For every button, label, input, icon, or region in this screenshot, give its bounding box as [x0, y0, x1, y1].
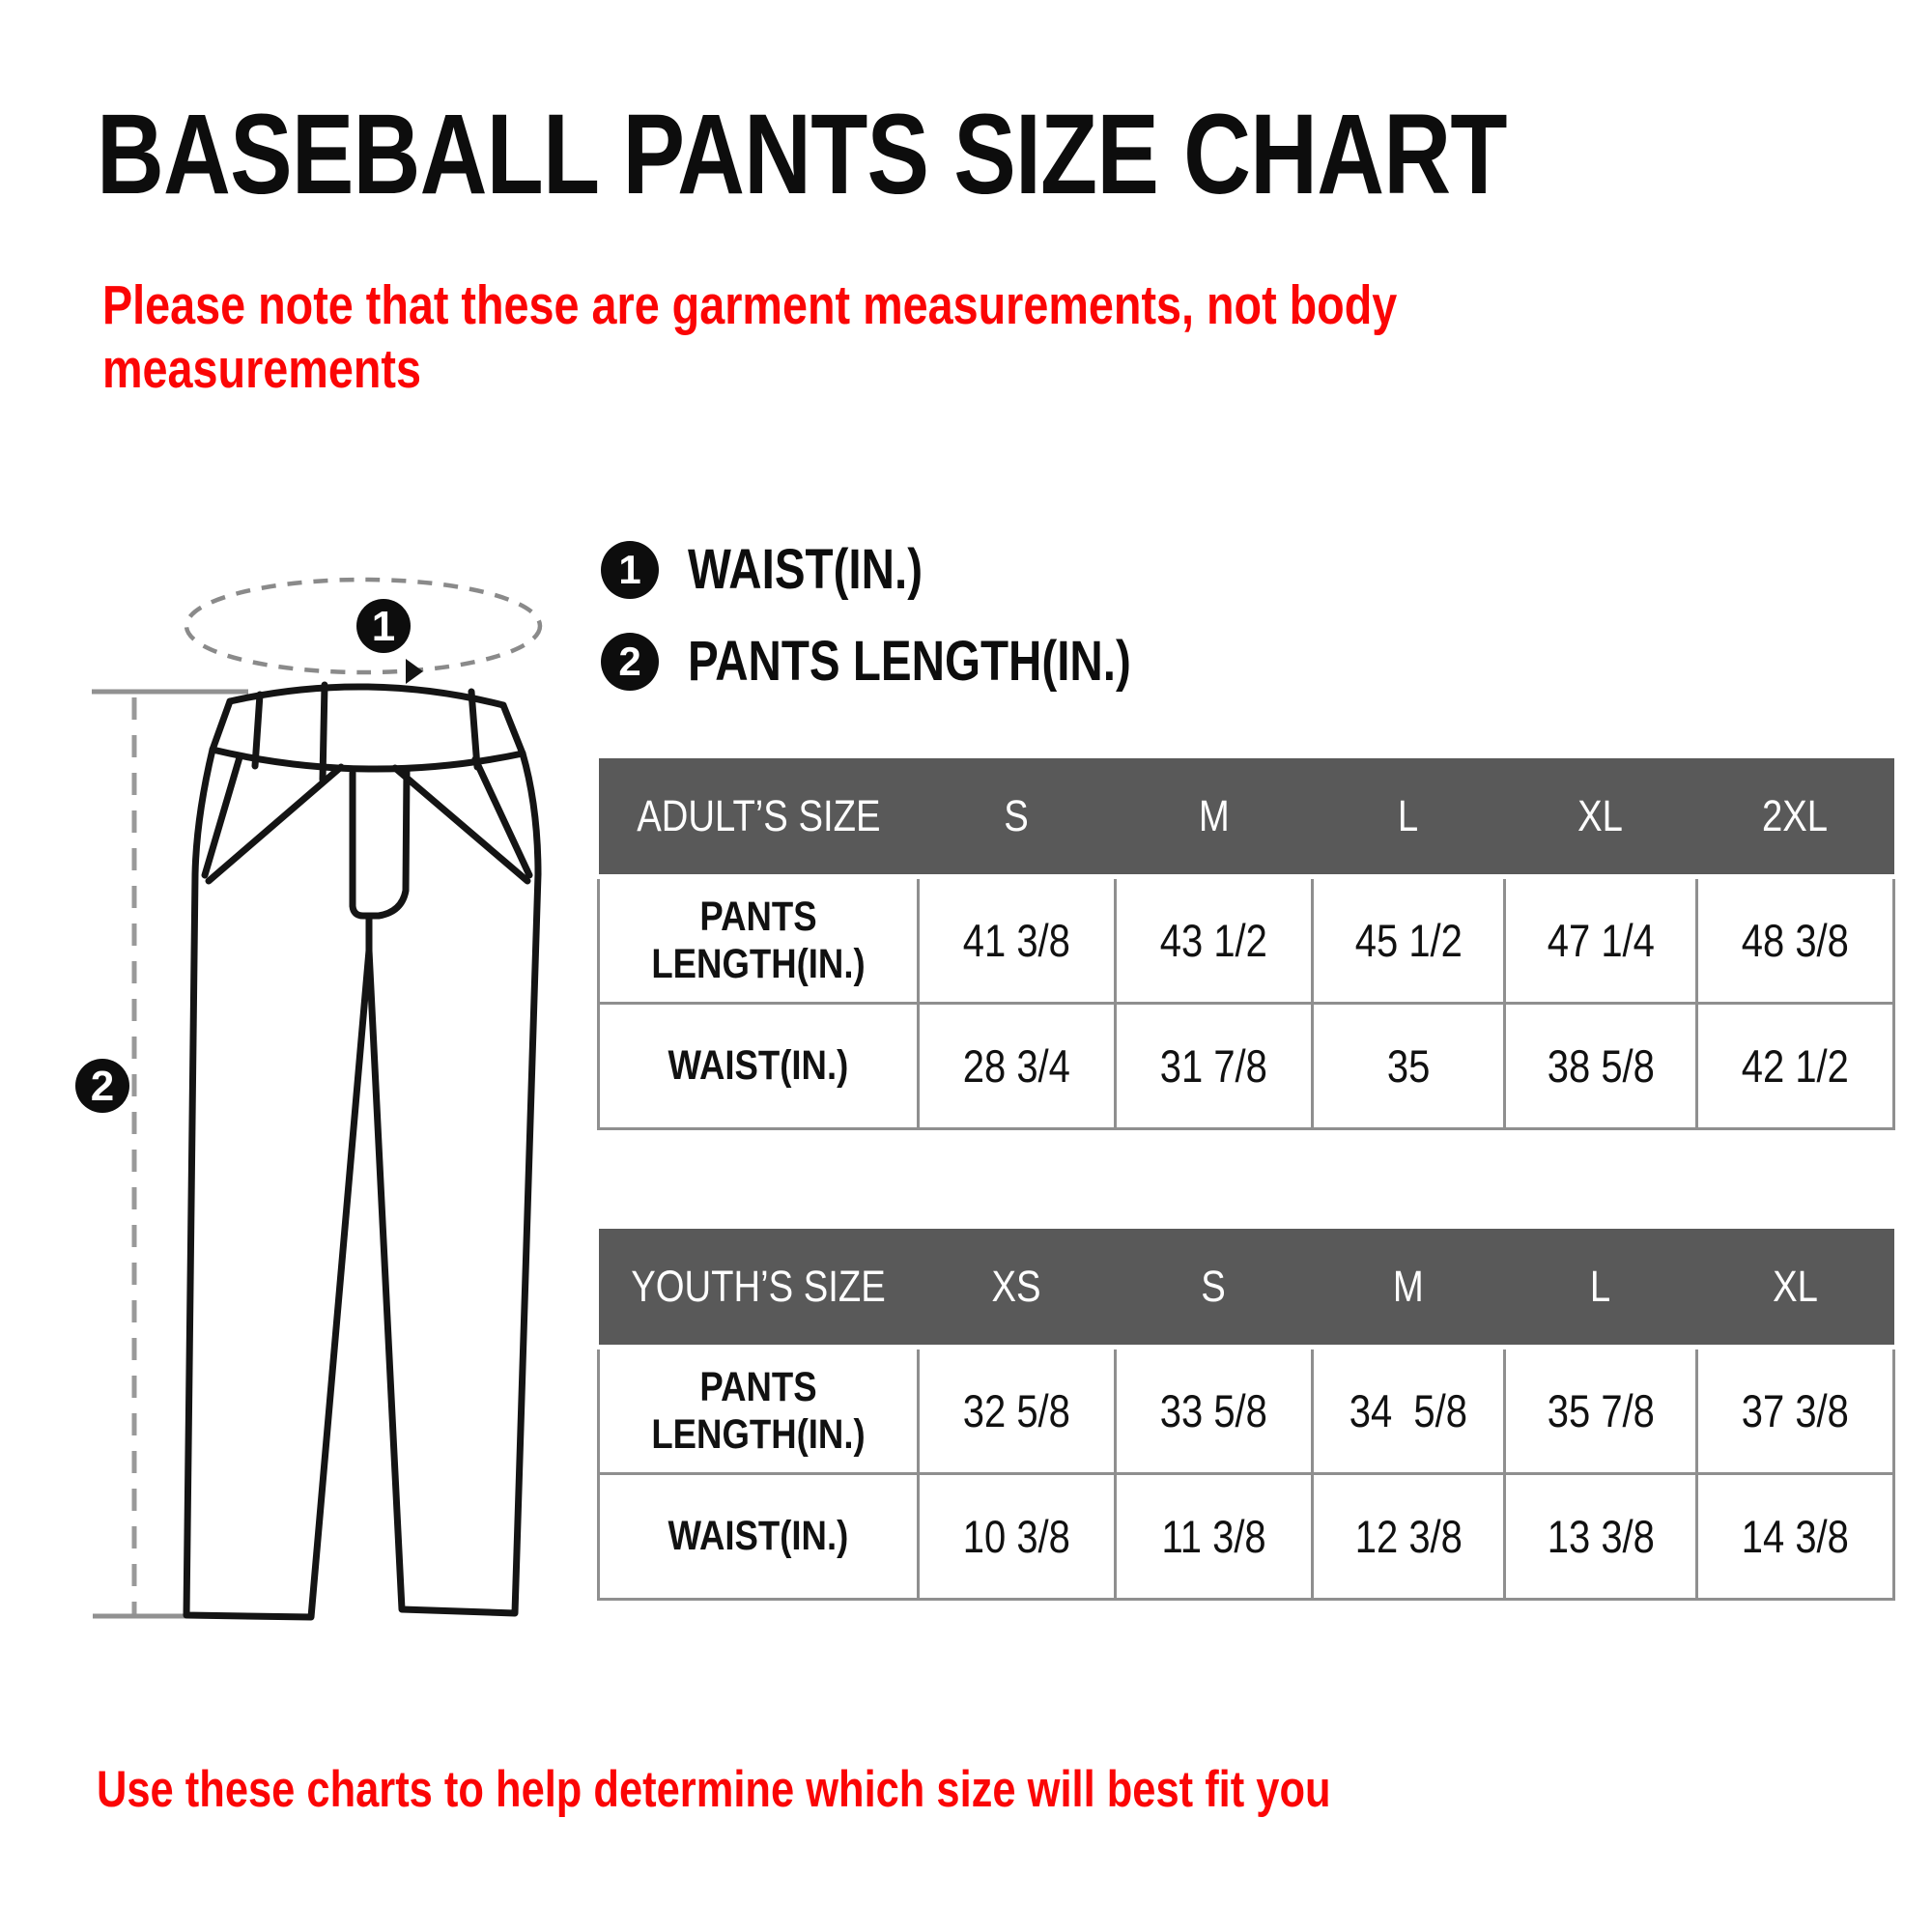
svg-text:1: 1: [371, 603, 396, 650]
footer-note: [97, 1760, 1602, 1819]
garment-measurement-note: [102, 274, 1682, 401]
youth-size-table: [597, 1229, 1895, 1601]
youth-pants-length-label: PANTS LENGTH(IN.): [599, 1348, 919, 1474]
pants-outline-drawing: [186, 685, 538, 1617]
table-cell: 34 5/8: [1313, 1348, 1505, 1474]
footer-note-text: Use these charts to help determine which size will best fit you: [97, 1761, 1331, 1818]
table-cell: 35 7/8: [1505, 1348, 1697, 1474]
youth-size-col-m: M: [1313, 1229, 1505, 1348]
pants-measurement-diagram: [58, 541, 580, 1642]
table-cell: 10 3/8: [919, 1474, 1116, 1600]
adult-size-col-l: L: [1313, 758, 1505, 877]
legend-item-waist: [601, 537, 1229, 602]
legend-label-waist: WAIST(IN.): [688, 538, 923, 601]
page-title: [97, 89, 1816, 220]
adult-pants-length-row: [599, 877, 1894, 1004]
table-cell: 11 3/8: [1116, 1474, 1313, 1600]
legend-item-pants-length: [601, 629, 1229, 694]
youth-pants-length-row: [599, 1348, 1894, 1474]
adult-size-header-cell: ADULT’S SIZE: [599, 758, 919, 877]
youth-size-header-cell: YOUTH’S SIZE: [599, 1229, 919, 1348]
table-cell: 33 5/8: [1116, 1348, 1313, 1474]
adult-size-col-xl: XL: [1505, 758, 1697, 877]
legend-badge-2-icon: 2: [601, 633, 659, 691]
note-line-2: measurements: [102, 337, 421, 400]
adult-header-row: [599, 758, 1894, 877]
note-line-1: Please note that these are garment measurements, not body: [102, 274, 1398, 336]
adult-size-col-m: M: [1116, 758, 1313, 877]
youth-waist-row: [599, 1474, 1894, 1600]
table-cell: 48 3/8: [1697, 877, 1894, 1004]
table-cell: 45 1/2: [1313, 877, 1505, 1004]
adult-size-col-s: S: [919, 758, 1116, 877]
adult-pants-length-label: PANTS LENGTH(IN.): [599, 877, 919, 1004]
adult-size-table: [597, 758, 1895, 1130]
table-cell: 35: [1313, 1004, 1505, 1129]
table-cell: 37 3/8: [1697, 1348, 1894, 1474]
table-cell: 47 1/4: [1505, 877, 1697, 1004]
table-cell: 43 1/2: [1116, 877, 1313, 1004]
youth-header-row: [599, 1229, 1894, 1348]
adult-waist-row: [599, 1004, 1894, 1129]
table-cell: 28 3/4: [919, 1004, 1116, 1129]
legend-badge-1-icon: 1: [601, 541, 659, 599]
youth-size-col-l: L: [1505, 1229, 1697, 1348]
youth-size-col-xl: XL: [1697, 1229, 1894, 1348]
table-cell: 42 1/2: [1697, 1004, 1894, 1129]
legend-label-pants-length: PANTS LENGTH(IN.): [688, 630, 1131, 693]
table-cell: 32 5/8: [919, 1348, 1116, 1474]
table-cell: 12 3/8: [1313, 1474, 1505, 1600]
svg-text:2: 2: [90, 1063, 115, 1110]
adult-size-col-2xl: 2XL: [1697, 758, 1894, 877]
table-cell: 14 3/8: [1697, 1474, 1894, 1600]
diagram-marker-2: [75, 1059, 129, 1113]
youth-size-col-xs: XS: [919, 1229, 1116, 1348]
table-cell: 31 7/8: [1116, 1004, 1313, 1129]
table-cell: 41 3/8: [919, 877, 1116, 1004]
table-cell: 13 3/8: [1505, 1474, 1697, 1600]
diagram-marker-1: [356, 599, 411, 653]
measurement-legend: [601, 537, 1229, 721]
page-title-text: BASEBALL PANTS SIZE CHART: [97, 91, 1507, 218]
adult-waist-label: WAIST(IN.): [599, 1004, 919, 1129]
youth-size-col-s: S: [1116, 1229, 1313, 1348]
waist-arrow-icon: [406, 659, 423, 684]
table-cell: 38 5/8: [1505, 1004, 1697, 1129]
youth-waist-label: WAIST(IN.): [599, 1474, 919, 1600]
